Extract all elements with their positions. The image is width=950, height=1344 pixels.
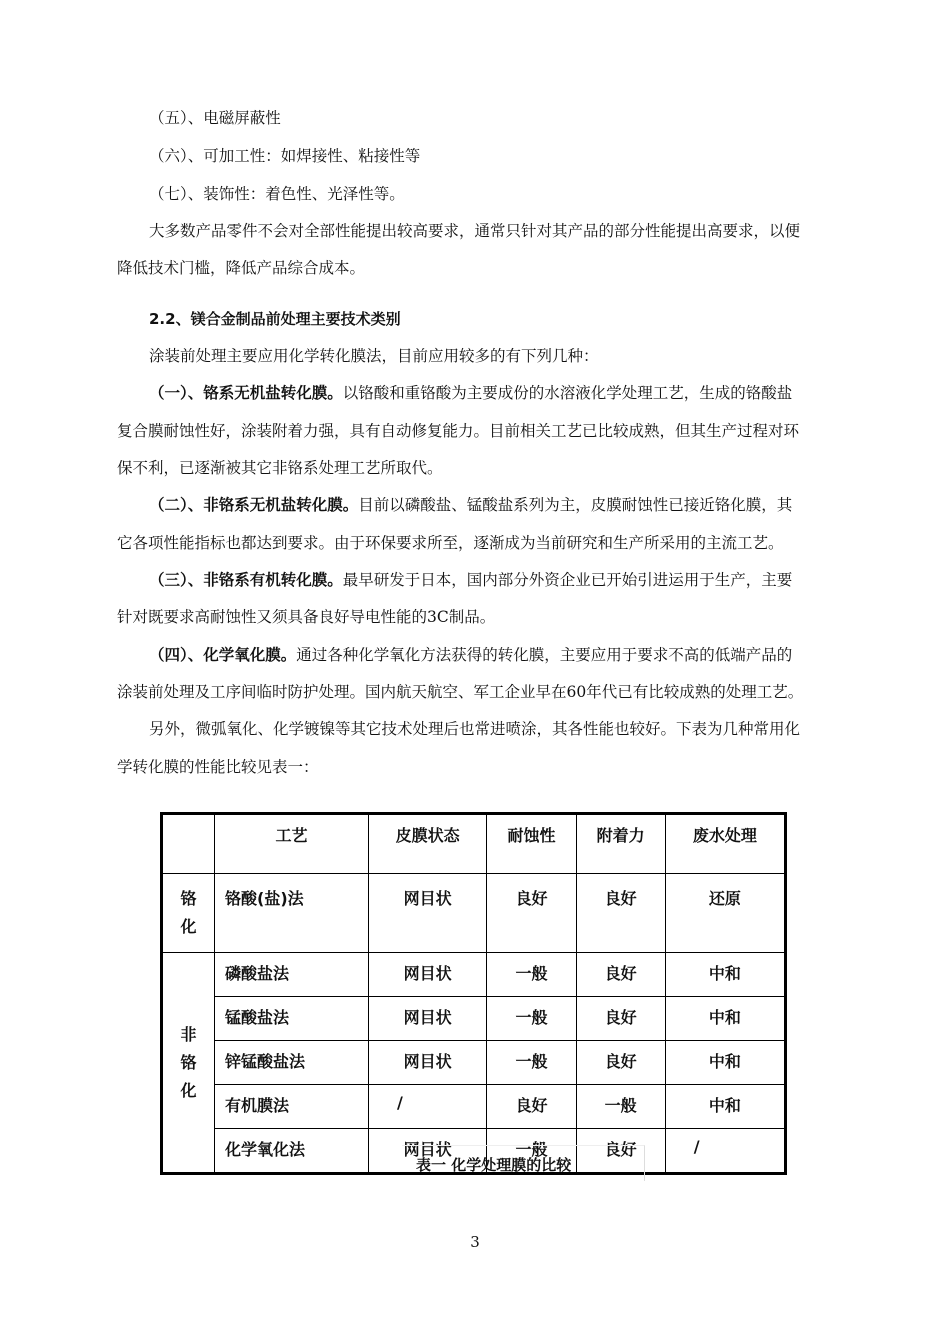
paragraph-5-line-1: 另外，微弧氧化、化学镀镍等其它技术处理后也常进喷涂，其各性能也较好。下表为几种常用化 — [149, 720, 801, 738]
paragraph-5-line-2: 学转化膜的性能比较见表一： — [117, 758, 319, 776]
section-title: 2.2、镁合金制品前处理主要技术类别 — [149, 310, 401, 328]
table-row — [162, 874, 786, 953]
table-header-cell: 工艺 — [215, 814, 369, 874]
table-header-cell: 废水处理 — [665, 814, 785, 874]
table-cell: 中和 — [665, 953, 785, 997]
table-cell: 良好 — [576, 953, 665, 997]
group-nonchrome-label: 非铬化 — [162, 953, 215, 1174]
table-row — [162, 997, 786, 1041]
paragraph-4-line-1 — [149, 645, 792, 665]
summary-line-1: 大多数产品零件不会对全部性能提出较高要求，通常只针对其产品的部分性能提出高要求，以便 — [149, 222, 801, 240]
table-cell: 良好 — [576, 1041, 665, 1085]
table-cell-method: 化学氧化法 — [215, 1129, 369, 1174]
table-caption: 表一 化学处理膜的比较 — [402, 1145, 645, 1181]
table-cell: 一般 — [487, 953, 576, 997]
table-cell: 中和 — [665, 997, 785, 1041]
table-cell: 网目状 — [369, 1129, 487, 1174]
comparison-table — [160, 812, 787, 1175]
paragraph-2-title: （二）、非铬系无机盐转化膜。 — [149, 496, 359, 514]
list-item-5: （五）、电磁屏蔽性 — [149, 109, 281, 127]
paragraph-2-text: 目前以磷酸盐、锰酸盐系列为主，皮膜耐蚀性已接近铬化膜，其 — [358, 496, 793, 514]
table-cell: 一般 — [487, 1041, 576, 1085]
table-cell: 一般 — [487, 997, 576, 1041]
paragraph-4-text: 通过各种化学氧化方法获得的转化膜，主要应用于要求不高的低端产品的 — [296, 646, 793, 664]
table-cell: 网目状 — [369, 953, 487, 997]
paragraph-3-line-1 — [149, 570, 792, 590]
table-header-cell: 附着力 — [576, 814, 665, 874]
table-cell: 一般 — [487, 1129, 576, 1174]
paragraph-1-line-3: 保不利，已逐渐被其它非铬系处理工艺所取代。 — [117, 459, 443, 477]
table-cell: 良好 — [487, 1085, 576, 1129]
table-row — [162, 953, 786, 997]
summary-line-2: 降低技术门槛，降低产品综合成本。 — [117, 259, 366, 277]
table-cell-method: 有机膜法 — [215, 1085, 369, 1129]
table-cell: 良好 — [576, 997, 665, 1041]
paragraph-1-text: 以铬酸和重铬酸为主要成份的水溶液化学处理工艺，生成的铬酸盐 — [342, 384, 793, 402]
table-cell: 网目状 — [369, 997, 487, 1041]
paragraph-1-line-2: 复合膜耐蚀性好，涂装附着力强，具有自动修复能力。目前相关工艺已比较成熟，但其生产过程对环 — [117, 422, 800, 440]
list-item-6: （六）、可加工性：如焊接性、粘接性等 — [149, 147, 421, 165]
table-cell: 良好 — [576, 1129, 665, 1174]
table-cell-method: 磷酸盐法 — [215, 953, 369, 997]
table-cell-method: 铬酸(盐)法 — [215, 874, 369, 953]
paragraph-2-line-2: 它各项性能指标也都达到要求。由于环保要求所至，逐渐成为当前研究和生产所采用的主流工艺。 — [117, 534, 784, 552]
paragraph-3-line-2: 针对既要求高耐蚀性又须具备良好导电性能的3C制品。 — [117, 608, 496, 626]
table-header-cell: 皮膜状态 — [369, 814, 487, 874]
table-row — [162, 1085, 786, 1129]
table-cell: 网目状 — [369, 874, 487, 953]
table-header-empty — [162, 814, 215, 874]
list-item-7: （七）、装饰性：着色性、光泽性等。 — [149, 185, 405, 203]
table-cell: 还原 — [665, 874, 785, 953]
paragraph-1-line-1 — [149, 383, 792, 403]
table-cell: 中和 — [665, 1085, 785, 1129]
table-cell-method: 锰酸盐法 — [215, 997, 369, 1041]
paragraph-3-text: 最早研发于日本，国内部分外资企业已开始引进运用于生产，主要 — [342, 571, 793, 589]
paragraph-4-line-2: 涂装前处理及工序间临时防护处理。国内航天航空、军工企业早在60年代已有比较成熟的处理工艺。 — [117, 683, 804, 701]
table-cell: 中和 — [665, 1041, 785, 1085]
page-number: 3 — [470, 1233, 480, 1251]
paragraph-1-title: （一）、铬系无机盐转化膜。 — [149, 384, 343, 402]
table-header-row — [162, 814, 786, 874]
section-intro: 涂装前处理主要应用化学转化膜法，目前应用较多的有下列几种： — [149, 347, 599, 365]
paragraph-4-title: （四）、化学氧化膜。 — [149, 646, 297, 664]
table-cell: 网目状 — [369, 1041, 487, 1085]
paragraph-3-title: （三）、非铬系有机转化膜。 — [149, 571, 343, 589]
table-cell: 良好 — [576, 874, 665, 953]
table-cell: 良好 — [487, 874, 576, 953]
table-row — [162, 1041, 786, 1085]
table-cell: 一般 — [576, 1085, 665, 1129]
table-cell: / — [665, 1129, 785, 1174]
table-cell-method: 锌锰酸盐法 — [215, 1041, 369, 1085]
table-cell: / — [369, 1085, 487, 1129]
table-header-cell: 耐蚀性 — [487, 814, 576, 874]
paragraph-2-line-1 — [149, 495, 792, 515]
group-chrome-label: 铬化 — [162, 874, 215, 953]
